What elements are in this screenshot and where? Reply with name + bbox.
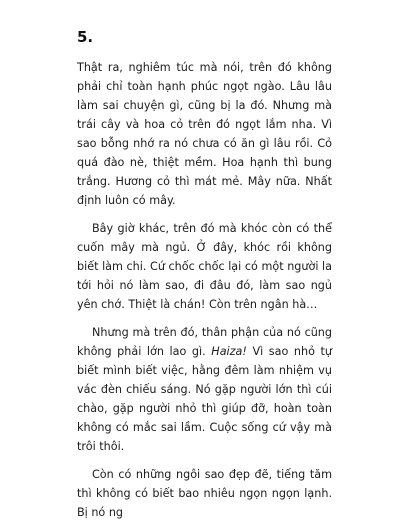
paragraph-4: Còn có những ngôi sao đẹp đẽ, tiếng tăm thì không có biết bao nhiêu ngọn ngọn lạnh. Bị nó ng <box>77 468 332 519</box>
body-text <box>77 58 332 531</box>
paragraph-1: Thật ra, nghiêm túc mà nói, trên đó không phải chỉ toàn hạnh phúc ngọt ngào. Lâu lâu làm sai chuyện gì, cũng bị la đó. Nhưng mà trái cây và hoa cỏ trên đó ngọt lắm nha. Vì sao bỗng nhớ ra nó chưa có ăn gì lâu rồi. Cỏ quá đào nè, thiệt mềm. Hoa hạnh thì bung trắng. Hương cỏ thì mát mẻ. Mây nữa. Nhất định luôn có mây. <box>77 61 332 207</box>
paragraph-3-start: Nhưng mà trên đó, thân phận của nó cũng không phải lớn lao gì. <box>77 326 332 358</box>
paragraph-3 <box>77 323 332 456</box>
chapter-number: 5. <box>77 28 94 46</box>
paragraph-2: Bây giờ khác, trên đó mà khóc còn có thể cuốn mây mà ngủ. Ở đây, khóc rồi không biết làm chi. Cứ chốc chốc lại có một người la tới hỏi nó làm sao, đi đâu đó, làm sao ngủ yên chớ. Thiệt là chán! Còn trên ngân hà… <box>77 222 332 311</box>
paragraph-3-end: Vì sao nhỏ tự biết mình biết việc, hằng đêm làm nhiệm vụ vác đèn chiếu sáng. Nó gặp người lớn thì cúi chào, gặp người nhỏ thì giúp đỡ, hoàn toàn không có mắc sai lầm. Cuộc sống cứ vậy mà trôi thôi. <box>77 345 332 453</box>
paragraph-3-italic: Haiza! <box>211 345 247 358</box>
